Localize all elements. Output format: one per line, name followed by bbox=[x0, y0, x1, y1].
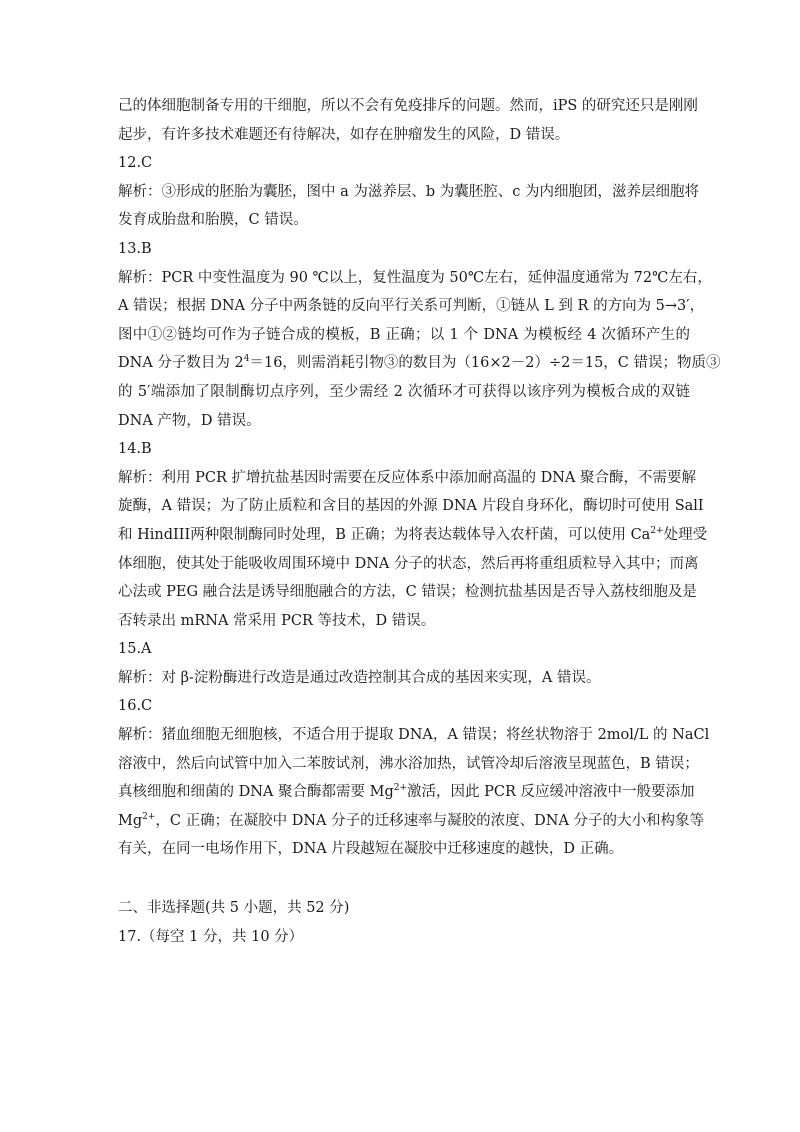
text-line: 图中①②链均可作为子链合成的模板，B 正确；以 1 个 DNA 为模板经 4 次循环产生的 bbox=[118, 326, 690, 343]
superscript: 4 bbox=[243, 354, 250, 365]
text-line: 解析：利用 PCR 扩增抗盐基因时需要在反应体系中添加耐高温的 DNA 聚合酶，不需要解 bbox=[118, 469, 696, 486]
question-label-17: 17.（每空 1 分，共 10 分） bbox=[118, 928, 304, 945]
text-segment: DNA 分子数目为 2 bbox=[118, 355, 244, 372]
text-line: A 错误；根据 DNA 分子中两条链的反向平行关系可判断，①链从 L 到 R 的方向为 5→3′， bbox=[118, 298, 705, 315]
text-segment: 真核细胞和细菌的 DNA 聚合酶都需要 Mg bbox=[118, 784, 394, 801]
text-line: 旋酶，A 错误；为了防止质粒和含目的基因的外源 DNA 片段自身环化，酶切时可使用 SalI bbox=[118, 498, 704, 515]
text-line: 有关，在同一电场作用下，DNA 片段越短在凝胶中迁移速度的越快，D 正确。 bbox=[118, 841, 624, 858]
section-gap bbox=[118, 864, 690, 894]
text-segment: 处理受 bbox=[663, 526, 708, 543]
text-segment: Mg bbox=[118, 812, 143, 829]
answer-label-14: 14.B bbox=[118, 441, 152, 458]
text-line: 解析：PCR 中变性温度为 90 ℃以上，复性温度为 50℃左右，延伸温度通常为 72℃左右， bbox=[118, 269, 712, 286]
answer-label-15: 15.A bbox=[118, 641, 152, 658]
text-line: DNA 产物，D 错误。 bbox=[118, 412, 261, 429]
superscript: 2+ bbox=[393, 783, 408, 794]
text-line: 体细胞，使其处于能吸收周围环境中 DNA 分子的状态，然后再将重组质粒导入其中；而离 bbox=[118, 555, 699, 572]
text-segment: ，C 正确；在凝胶中 DNA 分子的迁移速率与凝胶的浓度、DNA 分子的大小和构象等 bbox=[155, 812, 705, 829]
answer-label-13: 13.B bbox=[118, 240, 152, 257]
answer-label-16: 16.C bbox=[118, 698, 153, 715]
text-line: 心法或 PEG 融合法是诱导细胞融合的方法，C 错误；检测抗盐基因是否导入荔枝细胞及是 bbox=[118, 584, 697, 601]
text-line: 发育成胎盘和胎膜，C 错误。 bbox=[118, 212, 308, 229]
text-line: 溶液中，然后向试管中加入二苯胺试剂，沸水浴加热，试管冷却后溶液呈现蓝色，B 错误； bbox=[118, 755, 699, 772]
text-line bbox=[118, 807, 705, 836]
text-segment: ＝16，则需消耗引物③的数目为（16×2－2）÷2＝15，C 错误；物质③ bbox=[249, 355, 721, 372]
section-heading: 二、非选择题(共 5 小题，共 52 分) bbox=[118, 900, 350, 917]
text-line: 解析：对 β-淀粉酶进行改造是通过改造控制其合成的基因来实现，A 错误。 bbox=[118, 669, 601, 686]
superscript: 2+ bbox=[650, 525, 664, 536]
text-line: 己的体细胞制备专用的干细胞，所以不会有免疫排斥的问题。然而，iPS 的研究还只是刚刚 bbox=[118, 98, 698, 114]
text-line: 起步，有许多技术难题还有待解决，如存在肿瘤发生的风险，D 错误。 bbox=[118, 126, 570, 143]
text-line: 否转录出 mRNA 常采用 PCR 等技术，D 错误。 bbox=[118, 612, 436, 629]
answer-content bbox=[118, 92, 721, 951]
text-segment: 激活，因此 PCR 反应缓冲溶液中一般要添加 bbox=[407, 784, 695, 801]
text-line: 解析：③形成的胚胎为囊胚，图中 a 为滋养层、b 为囊胚腔、c 为内细胞团，滋养层细胞将 bbox=[118, 183, 699, 200]
text-line: 解析：猪血细胞无细胞核，不适合用于提取 DNA，A 错误；将丝状物溶于 2mol/L 的 NaCl bbox=[118, 727, 710, 744]
superscript: 2+ bbox=[142, 811, 156, 822]
text-line bbox=[118, 349, 721, 378]
text-line bbox=[118, 778, 695, 807]
text-line bbox=[118, 521, 708, 550]
text-line: 的 5′端添加了限制酶切点序列，至少需经 2 次循环才可获得以该序列为模板合成的双链 bbox=[118, 383, 690, 400]
text-segment: 和 HindIII两种限制酶同时处理，B 正确；为将表达载体导入农杆菌，可以使用 Ca bbox=[118, 526, 651, 543]
answer-label-12: 12.C bbox=[118, 155, 153, 172]
